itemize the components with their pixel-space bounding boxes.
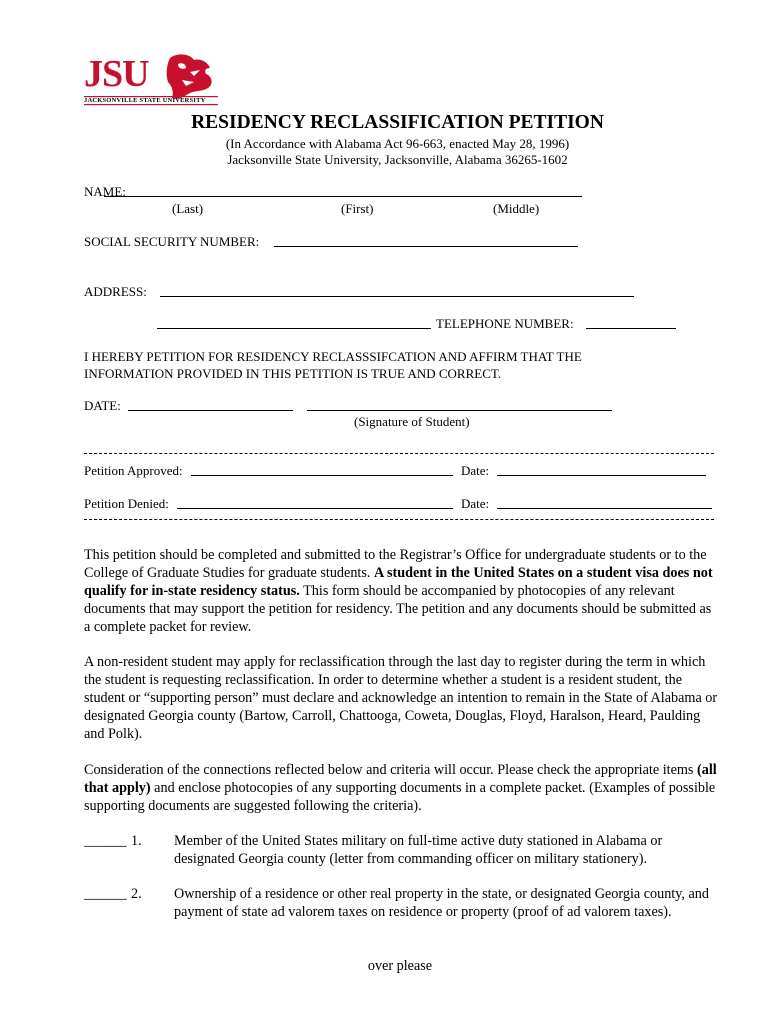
affirmation-line-2: INFORMATION PROVIDED IN THIS PETITION IS TRUE AND CORRECT. [84, 366, 502, 381]
address-input-line-2[interactable] [157, 328, 431, 329]
petition-denied-line[interactable] [177, 508, 453, 509]
signature-input-line[interactable] [307, 410, 612, 411]
instructions-text-1: This petition should be completed and submitted to the Registrar’s Office for undergraduate students or to the College of Graduate Studies for graduate students. [84, 547, 707, 581]
criteria-1-checkbox-blank[interactable]: ______ [84, 833, 127, 849]
date-input-line[interactable] [128, 410, 293, 411]
ssn-input-line[interactable] [274, 246, 578, 247]
criteria-2-number: 2. [131, 886, 142, 902]
all-that-apply: (all that apply) [84, 762, 717, 796]
instructions-text-2: This form should be accompanied by photocopies of any relevant documents that may support the petition for residency. The petition and any documents should be submitted as a complete packet for review. [84, 583, 712, 635]
header-act-line: (In Accordance with Alabama Act 96-663, enacted May 28, 1996) [225, 136, 570, 151]
eligibility-paragraph: A non-resident student may apply for reclassification through the last day to register during the term in which the student is requesting reclassification. In order to determine whether a student is a resident student, the student or “supporting person” must declare and acknowledge an intention to remain in the State of Alabama or designated Georgia county (Bartow, Carroll, Chattooga, Coweta, Douglas, Floyd, Haralson, Heard, Paulding and Polk). [84, 654, 718, 742]
logo-subtitle: JACKSONVILLE STATE UNIVERSITY [84, 97, 206, 104]
criteria-1-text: Member of the United States military on full-time active duty stationed in Alabama or designated Georgia county (letter from commanding officer on military stationery). [174, 833, 663, 867]
denied-date-line[interactable] [497, 508, 712, 509]
denied-date-label: Date: [461, 496, 490, 511]
signature-caption: (Signature of Student) [354, 414, 470, 429]
criteria-2-text: Ownership of a residence or other real property in the state, or designated Georgia county, and payment of state ad valorem taxes on residence or property (proof of ad valorem taxes). [174, 886, 709, 920]
petition-denied-label: Petition Denied: [84, 496, 169, 511]
divider-bottom [84, 519, 714, 520]
approved-date-line[interactable] [497, 475, 706, 476]
address-label: ADDRESS: [84, 284, 147, 299]
petition-approved-label: Petition Approved: [84, 463, 183, 478]
logo-letters: JSU [84, 53, 149, 95]
header-address-line: Jacksonville State University, Jacksonville, Alabama 36265-1602 [227, 152, 568, 167]
name-input-line[interactable] [104, 196, 582, 197]
telephone-label: TELEPHONE NUMBER: [436, 316, 574, 331]
divider-top [84, 453, 714, 454]
page-title: RESIDENCY RECLASSIFICATION PETITION [191, 112, 604, 133]
consideration-paragraph [84, 761, 718, 815]
criteria-2-checkbox-blank[interactable]: ______ [84, 886, 127, 902]
university-logo [82, 50, 222, 112]
petition-approved-line[interactable] [191, 475, 453, 476]
consideration-text-2: and enclose photocopies of any supporting documents in a complete packet. (Examples of possible supporting documents are suggested following the criteria). [84, 780, 716, 814]
approved-date-label: Date: [461, 463, 490, 478]
address-input-line-1[interactable] [160, 296, 634, 297]
ssn-label: SOCIAL SECURITY NUMBER: [84, 234, 260, 249]
page-footer: over please [367, 958, 433, 974]
last-name-caption: (Last) [172, 201, 204, 216]
criteria-1-number: 1. [131, 833, 142, 849]
telephone-input-line[interactable] [586, 328, 676, 329]
visa-warning: A student in the United States on a student visa does not qualify for in-state residency status. [84, 565, 713, 599]
middle-name-caption: (Middle) [493, 201, 540, 216]
affirmation-line-1: I HEREBY PETITION FOR RESIDENCY RECLASSSIFCATION AND AFFIRM THAT THE [84, 349, 582, 364]
instructions-paragraph [84, 546, 718, 636]
name-label: NAME: [84, 184, 126, 199]
first-name-caption: (First) [341, 201, 374, 216]
date-label: DATE: [84, 398, 121, 413]
consideration-text-1: Consideration of the connections reflected below and criteria will occur. Please check the appropriate items [84, 762, 697, 778]
